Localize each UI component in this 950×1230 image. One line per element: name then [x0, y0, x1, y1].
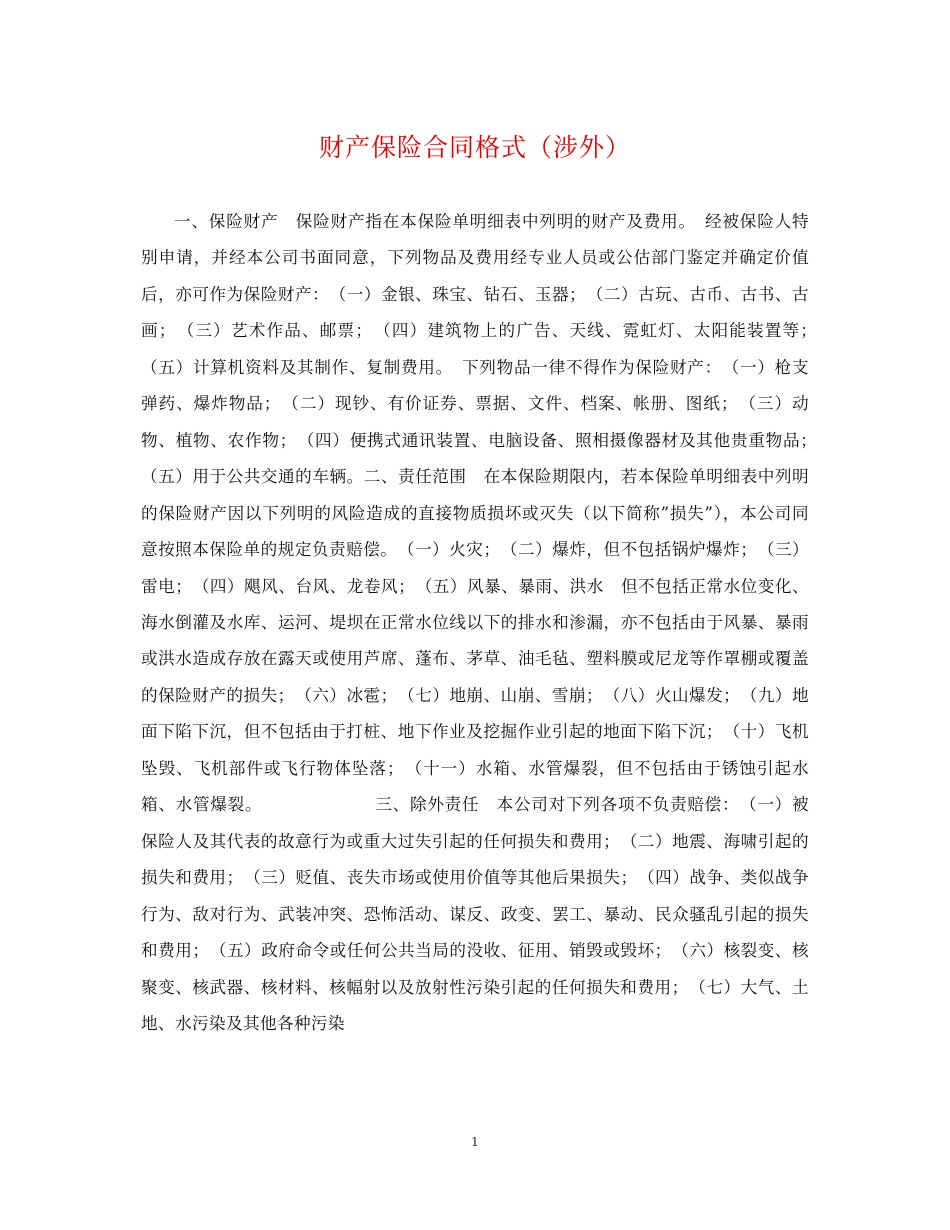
document-title: 财产保险合同格式（涉外） — [318, 133, 631, 162]
document-body-paragraph: 一、保险财产 保险财产指在本保险单明细表中列明的财产及费用。 经被保险人特别申请，并经本公司书面同意，下列物品及费用经专业人员或公估部门鉴定并确定价值后，亦可作为保险财产： （一）金银、珠宝、钻石、玉器； （二）古玩、古币、古书、古画； （三）艺术作品、邮票； （四）建筑物上的广告、天线、霓虹灯、太阳能装置等； （五）计算机资料及其制作、复制费用。 下列物品一律不得作为保险财产： （一）枪支弹药、爆炸物品； （二）现钞、有价证券、票据、文件、档案、帐册、图纸； （三）动物、植物、农作物； （四）便携式通讯装置、电脑设备、照相摄像器材及其他贵重物品； （五）用于公共交通的车辆。二、责任范围 在本保险期限内，若本保险单明细表中列明的保险财产因以下列明的风险造成的直接物质损坏或灭失（以下简称”损失”），本公司同意按照本保险单的规定负责赔偿。 （一）火灾； （二）爆炸，但不包括锅炉爆炸； （三）雷电； （四）飓风、台风、龙卷风； （五）风暴、暴雨、洪水 但不包括正常水位变化、海水倒灌及水库、运河、堤坝在正常水位线以下的排水和渗漏，亦不包括由于风暴、暴雨或洪水造成存放在露天或使用芦席、蓬布、茅草、油毛毡、塑料膜或尼龙等作罩棚或覆盖的保险财产的损失； （六）冰雹； （七）地崩、山崩、雪崩； （八）火山爆发； （九）地面下陷下沉，但不包括由于打桩、地下作业及挖掘作业引起的地面下陷下沉； （十）飞机坠毁、飞机部件或飞行物体坠落； （十一）水箱、水管爆裂，但不包括由于锈蚀引起水箱、水管爆裂。 三、除外责任 本公司对下列各项不负责赔偿： （一）被保险人及其代表的故意行为或重大过失引起的任何损失和费用； （二）地震、海啸引起的损失和费用； （三）贬值、丧失市场或使用价值等其他后果损失； （四）战争、类似战争行为、敌对行为、武装冲突、恐怖活动、谋反、政变、罢工、暴动、民众骚乱引起的损失和费用； （五）政府命令或任何公共当局的没收、征用、销毁或毁坏； （六）核裂变、核聚变、核武器、核材料、核幅射以及放射性污染引起的任何损失和费用； （七）大气、土地、水污染及其他各种污染 — [141, 212, 826, 1033]
page-number: 1 — [471, 1135, 479, 1149]
